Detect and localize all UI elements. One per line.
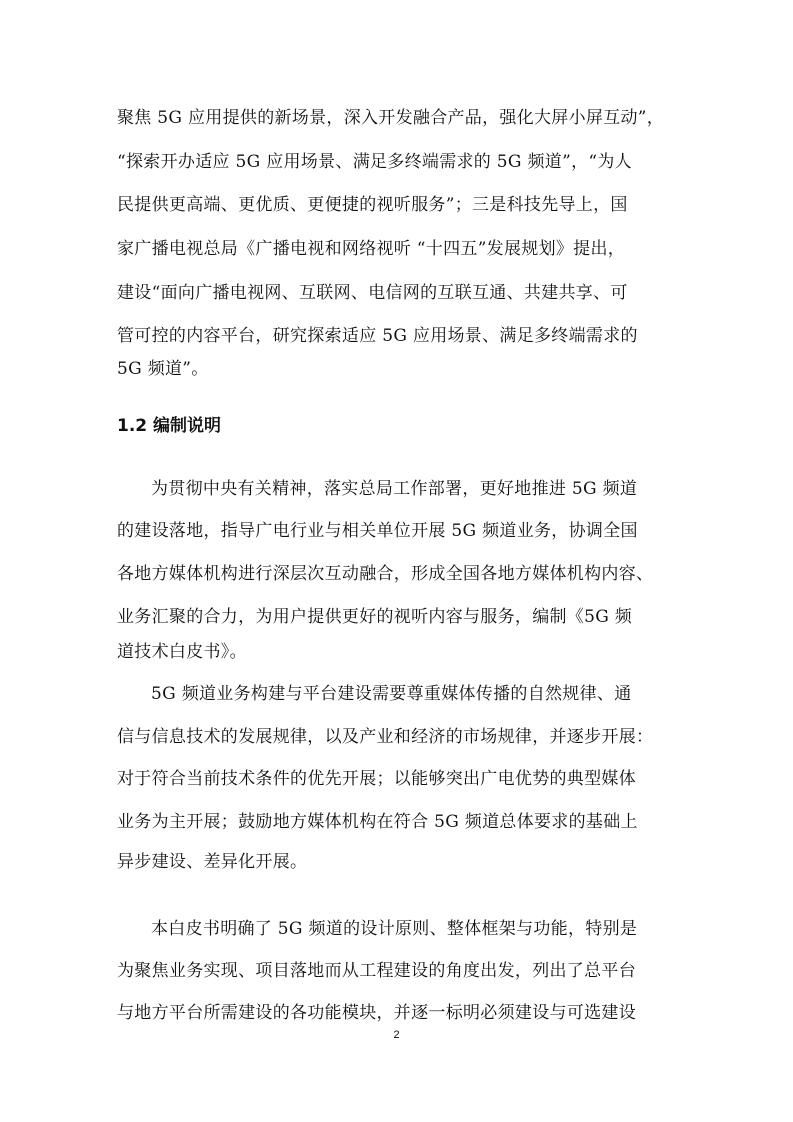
- intro-line-6: 管可控的内容平台，研究探索适应 5G 应用场景、满足多终端需求的: [117, 326, 638, 346]
- page-number: 2: [393, 1029, 400, 1041]
- paragraph1-line-2: 的建设落地，指导广电行业与相关单位开展 5G 频道业务，协调全国: [117, 521, 638, 541]
- paragraph3-line-3: 与地方平台所需建设的各功能模块，并逐一标明必须建设与可选建设: [117, 1003, 636, 1023]
- paragraph2-line-2: 信与信息技术的发展规律，以及产业和经济的市场规律，并逐步开展：: [117, 727, 654, 747]
- paragraph1-line-5: 道技术白皮书》。: [117, 642, 247, 662]
- paragraph2-line-5: 异步建设、差异化开展。: [117, 852, 308, 872]
- paragraph1-line-4: 业务汇聚的合力，为用户提供更好的视听内容与服务，编制《5G 频: [117, 607, 633, 627]
- intro-line-4: 家广播电视总局《广播电视和网络视听 “十四五”发展规划》提出，: [117, 239, 626, 259]
- paragraph3-line-1: 本白皮书明确了 5G 频道的设计原则、整体框架与功能，特别是: [151, 919, 638, 939]
- paragraph1-line-1: 为贯彻中央有关精神，落实总局工作部署，更好地推进 5G 频道: [151, 479, 638, 499]
- section-heading: 1.2 编制说明: [117, 416, 222, 436]
- intro-line-3: 民提供更高端、更优质、更便捷的视听服务”；三是科技先导上，国: [117, 195, 628, 215]
- intro-line-7: 5G 频道”。: [117, 359, 209, 379]
- paragraph1-line-3: 各地方媒体机构进行深层次互动融合，形成全国各地方媒体机构内容、: [117, 564, 654, 584]
- intro-line-1: 聚焦 5G 应用提供的新场景，深入开发融合产品，强化大屏小屏互动”，: [117, 108, 665, 128]
- intro-line-2: “探索开办适应 5G 应用场景、满足多终端需求的 5G 频道”，“为人: [117, 152, 632, 172]
- paragraph2-line-3: 对于符合当前技术条件的优先开展；以能够突出广电优势的典型媒体: [117, 769, 636, 789]
- paragraph2-line-1: 5G 频道业务构建与平台建设需要尊重媒体传播的自然规律、通: [151, 684, 632, 704]
- paragraph2-line-4: 业务为主开展；鼓励地方媒体机构在符合 5G 频道总体要求的基础上: [117, 812, 638, 832]
- paragraph3-line-2: 为聚焦业务实现、项目落地而从工程建设的角度出发，列出了总平台: [117, 961, 636, 981]
- intro-line-5: 建设“面向广播电视网、互联网、电信网的互联互通、共建共享、可: [117, 283, 628, 303]
